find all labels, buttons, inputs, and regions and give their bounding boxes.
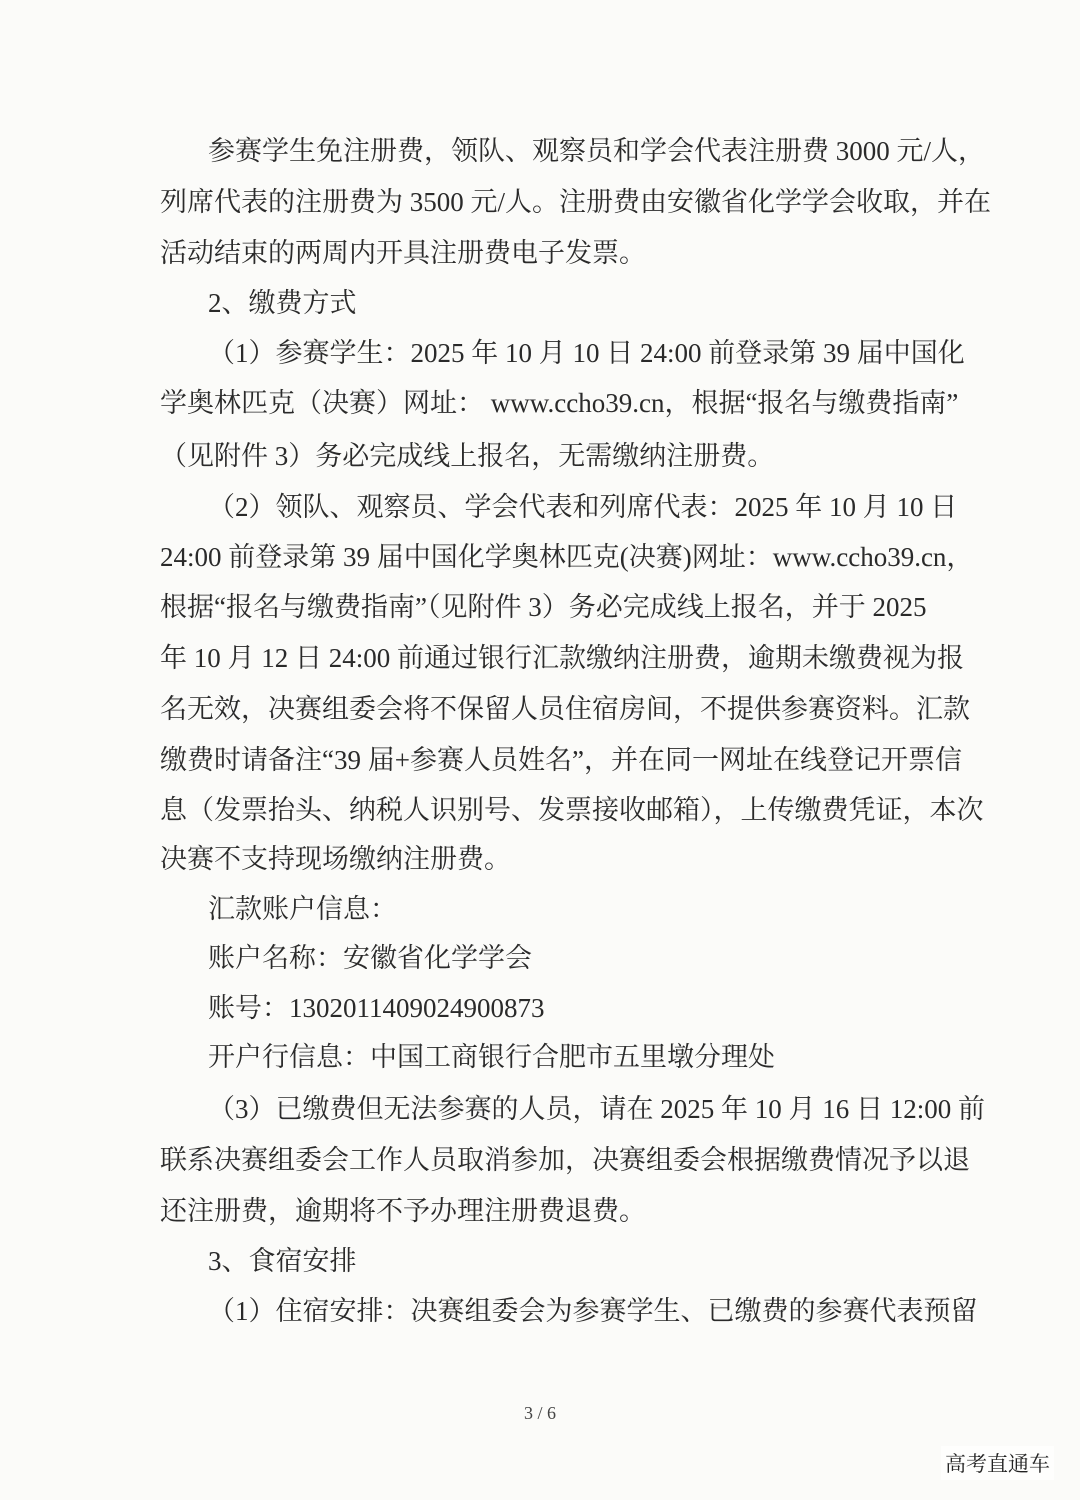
- text-line: 3、食宿安排: [208, 1246, 357, 1276]
- text-line: 还注册费，逾期将不予办理注册费退费。: [160, 1196, 646, 1226]
- text-line: 年 10 月 12 日 24:00 前通过银行汇款缴纳注册费，逾期未缴费视为报: [160, 643, 965, 673]
- text-line: 名无效，决赛组委会将不保留人员住宿房间，不提供参赛资料。汇款: [160, 694, 970, 724]
- text-line: 24:00 前登录第 39 届中国化学奥林匹克(决赛)网址：www.ccho39.cn，: [160, 542, 974, 572]
- text-line: 息（发票抬头、纳税人识别号、发票接收邮箱），上传缴费凭证，本次: [160, 795, 984, 825]
- text-line: 开户行信息：中国工商银行合肥市五里墩分理处: [208, 1042, 775, 1072]
- text-line: 账户名称：安徽省化学学会: [208, 943, 532, 973]
- text-line: （见附件 3）务必完成线上报名，无需缴纳注册费。: [160, 441, 775, 471]
- text-line: （1）住宿安排：决赛组委会为参赛学生、已缴费的参赛代表预留: [208, 1296, 978, 1326]
- text-line: 根据“报名与缴费指南”（见附件 3）务必完成线上报名，并于 2025: [160, 592, 927, 622]
- text-line: （1）参赛学生：2025 年 10 月 10 日 24:00 前登录第 39 届中国化: [208, 338, 965, 368]
- text-line: 汇款账户信息：: [208, 894, 397, 924]
- text-line: 参赛学生免注册费，领队、观察员和学会代表注册费 3000 元/人，: [208, 136, 986, 166]
- text-line: 列席代表的注册费为 3500 元/人。注册费由安徽省化学学会收取，并在: [160, 187, 992, 217]
- page-number: 3 / 6: [523, 1403, 556, 1423]
- text-line: （2）领队、观察员、学会代表和列席代表：2025 年 10 月 10 日: [208, 492, 958, 522]
- text-line: 学奥林匹克（决赛）网址： www.ccho39.cn，根据“报名与缴费指南”: [160, 388, 959, 418]
- text-line: （3）已缴费但无法参赛的人员，请在 2025 年 10 月 16 日 12:00 前: [208, 1094, 986, 1124]
- text-line: 活动结束的两周内开具注册费电子发票。: [160, 238, 646, 268]
- watermark: 高考直通车: [941, 1446, 1054, 1480]
- text-line: 决赛不支持现场缴纳注册费。: [160, 844, 511, 874]
- text-line: 联系决赛组委会工作人员取消参加，决赛组委会根据缴费情况予以退: [160, 1145, 970, 1175]
- text-line: 账号：1302011409024900873: [208, 993, 545, 1023]
- text-line: 缴费时请备注“39 届+参赛人员姓名”，并在同一网址在线登记开票信: [160, 745, 962, 775]
- text-line: 2、缴费方式: [208, 288, 357, 318]
